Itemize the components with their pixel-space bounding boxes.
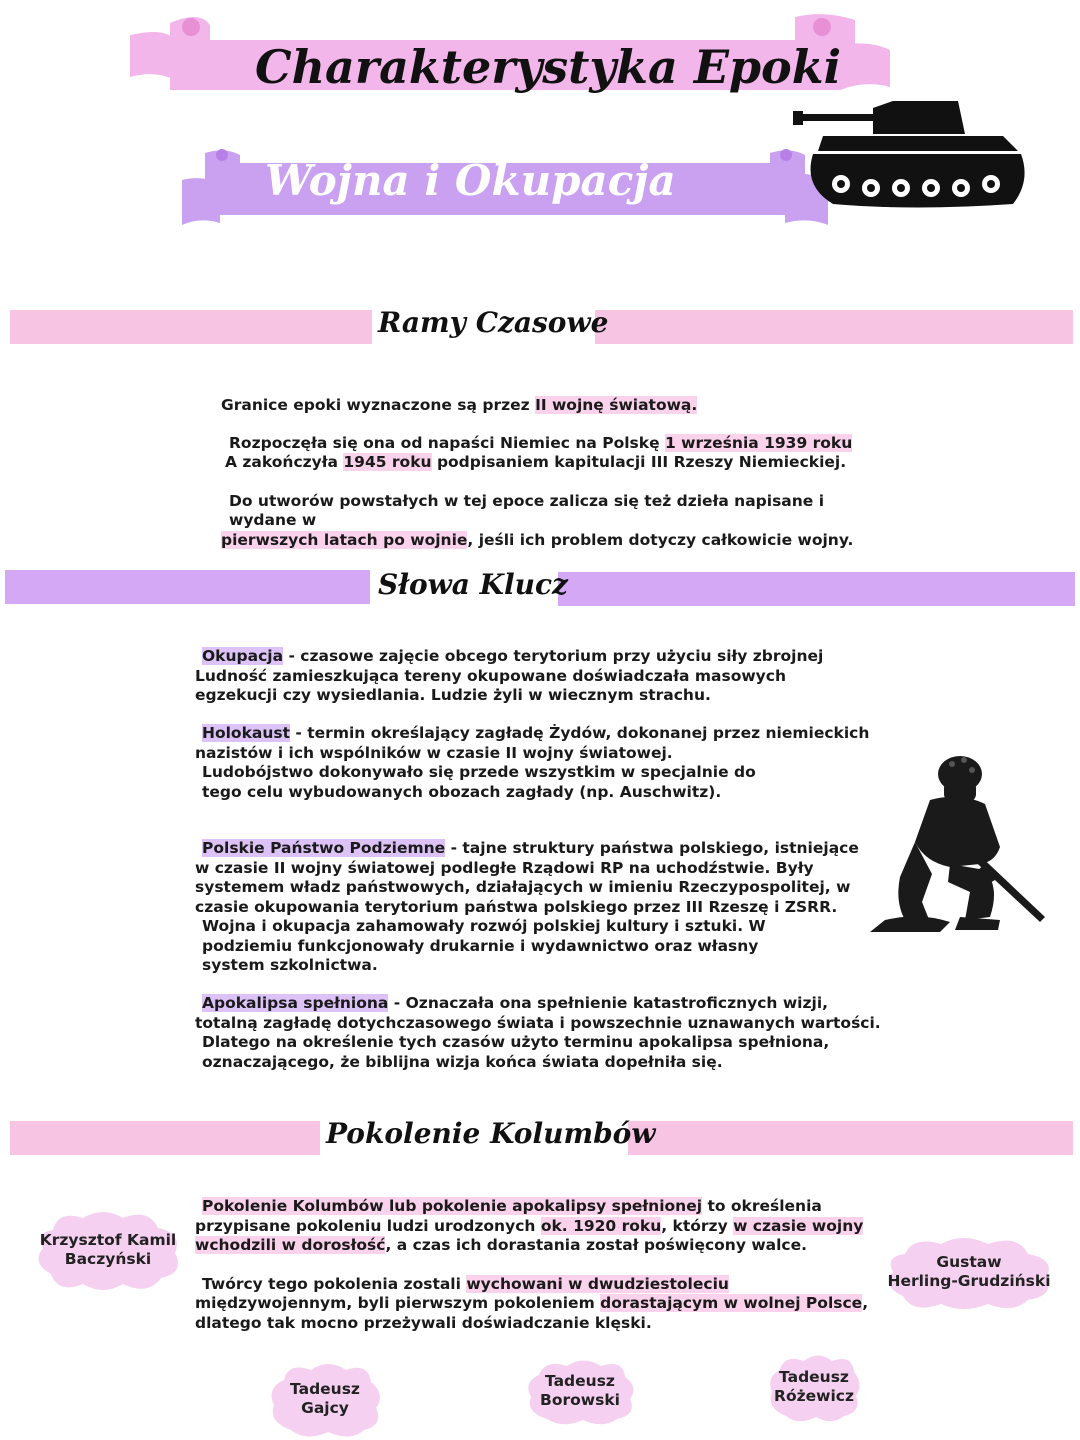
ramy-text: Granice epoki wyznaczone są przez II wojnę światową. Rozpoczęła się ona od napaści Niemiec na Polskę 1 września 1939 roku A zakończyła 1945 roku podpisaniem kapitulacji III Rzeszy Niemieckiej. Do utworów powstałych w tej epoce zalicza się też dzieła napisane i wydane w pierwszych latach po wojnie, jeśli ich problem dotyczy całkowicie wojny.: [221, 396, 854, 549]
author-cloud-baczynski: Krzysztof Kamil Baczyński: [33, 1208, 183, 1292]
tank-icon: [793, 96, 1028, 216]
author-cloud-rozewicz: Tadeusz Różewicz: [766, 1352, 862, 1422]
page-subtitle: Wojna i Okupacja: [265, 156, 676, 205]
ramy-bar-right: [595, 310, 1073, 344]
pokolenie-bar-left: [10, 1121, 320, 1155]
author-cloud-herling: Gustaw Herling-Grudziński: [883, 1234, 1055, 1310]
soldier-icon: [860, 752, 1050, 937]
pps-block: Polskie Państwo Podziemne - tajne struktury państwa polskiego, istniejące w czasie II wojny światowej podległe Rządowi RP na uchodźstwie. Były systemem władz państwowych, działających w imieniu Rzeczypospolitej, w czasie okupowania terytorium państwa polskiego przez III Rzeszę i ZSRR. Wojna i okupacja zahamowały rozwój polskiej kultury i sztuki. W podziemiu funkcjonowały drukarnie i wydawnictwo oraz własny system szkolnictwa.: [195, 839, 859, 974]
pokolenie-heading: Pokolenie Kolumbów: [326, 1117, 656, 1150]
ramy-heading: Ramy Czasowe: [378, 306, 609, 339]
author-cloud-borowski: Tadeusz Borowski: [523, 1357, 637, 1425]
author-cloud-gajcy: Tadeusz Gajcy: [266, 1360, 384, 1438]
page-title: Charakterystyka Epoki: [255, 40, 842, 94]
okupacja-block: Okupacja - czasowe zajęcie obcego terytorium przy użyciu siły zbrojnej Ludność zamieszkująca tereny okupowane doświadczała masowych egzekucji czy wysiedlania. Ludzie żyli w wiecznym strachu.: [195, 647, 824, 704]
slowa-heading: Słowa Klucz: [378, 568, 568, 601]
holokaust-block: Holokaust - termin określający zagładę Żydów, dokonanej przez niemieckich nazistów i ich wspólników w czasie II wojny światowej. Ludobójstwo dokonywało się przede wszystkim w specjalnie do tego celu wybudowanych obozach zagłady (np. Auschwitz).: [195, 724, 870, 801]
ramy-bar-left: [10, 310, 372, 344]
pokolenie-text: Pokolenie Kolumbów lub pokolenie apokalipsy spełnionej to określenia przypisane pokoleniu ludzi urodzonych ok. 1920 roku, którzy w czasie wojny wchodzili w dorosłość, a czas ich dorastania został poświęcony walce. Twórcy tego pokolenia zostali wychowani w dwudziestoleciu międzywojennym, byli pierwszym pokoleniem dorastającym w wolnej Polsce, dlatego tak mocno przeżywali doświadczanie klęski.: [195, 1197, 869, 1332]
slowa-bar-right: [558, 572, 1075, 606]
slowa-bar-left: [5, 570, 370, 604]
apokalipsa-block: Apokalipsa spełniona - Oznaczała ona spełnienie katastroficznych wizji, totalną zagładę dotychczasowego świata i powszechnie uznawanych wartości. Dlatego na określenie tych czasów użyto terminu apokalipsa spełniona, oznaczającego, że biblijna wizja końca świata dopełniła się.: [195, 994, 881, 1071]
pokolenie-bar-right: [628, 1121, 1073, 1155]
